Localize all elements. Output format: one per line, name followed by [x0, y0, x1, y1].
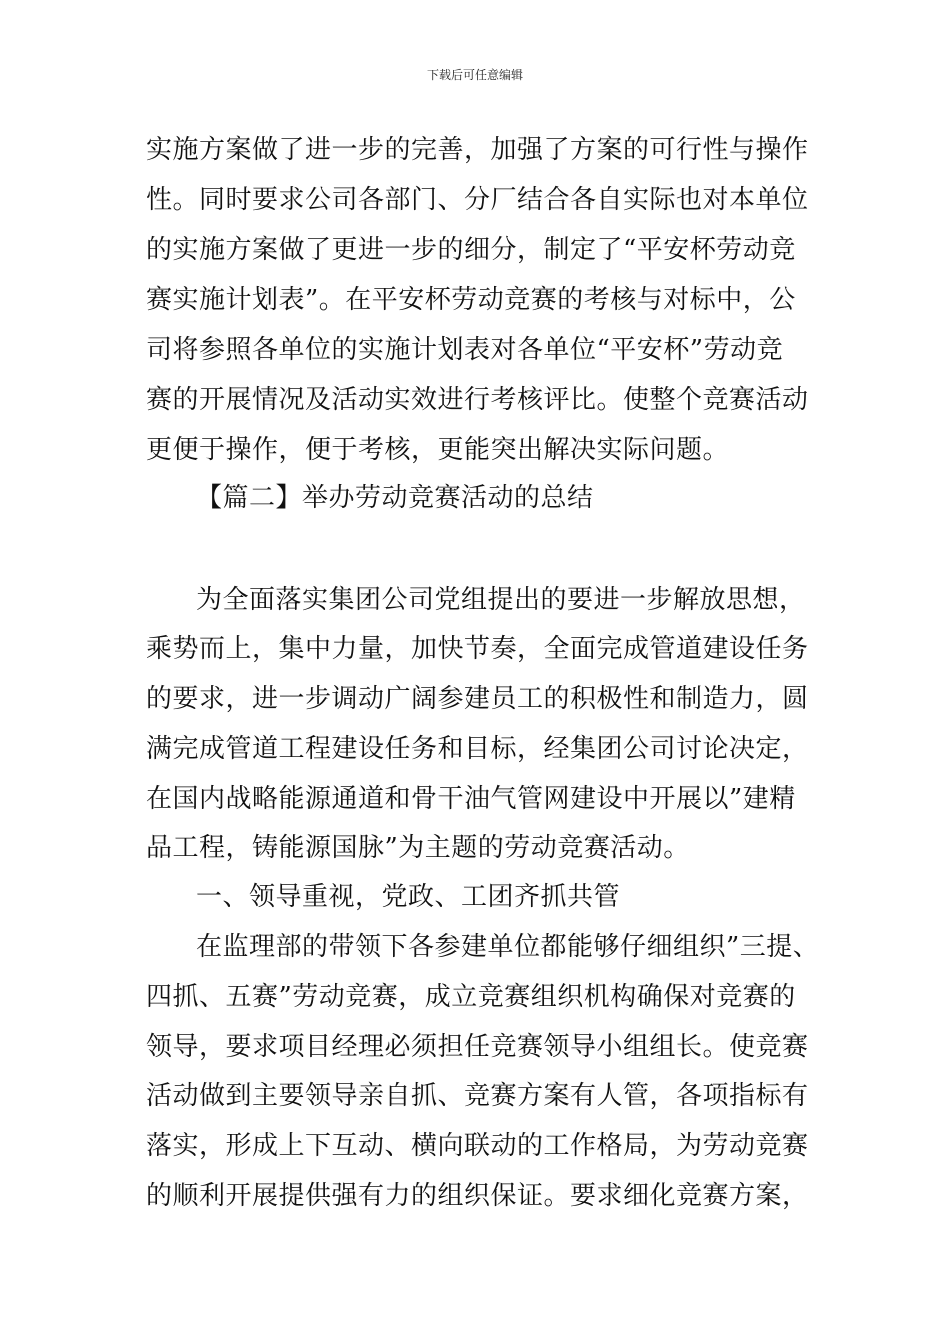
- section-title: 【篇二】举办劳动竞赛活动的总结: [196, 483, 594, 513]
- paragraph-line: 品工程，铸能源国脉”为主题的劳动竞赛活动。: [146, 833, 690, 863]
- page-header: 下载后可任意编辑: [426, 68, 523, 82]
- paragraph-line: 四抓、五赛”劳动竞赛，成立竞赛组织机构确保对竞赛的: [146, 982, 796, 1012]
- paragraph-line: 司将参照各单位的实施计划表对各单位“平安杯”劳动竞: [146, 335, 784, 365]
- paragraph-line: 的顺利开展提供强有力的组织保证。要求细化竞赛方案，: [146, 1181, 809, 1211]
- paragraph-line: 落实，形成上下互动、横向联动的工作格局，为劳动竞赛: [146, 1131, 809, 1161]
- paragraph-line: 活动做到主要领导亲自抓、竞赛方案有人管，各项指标有: [146, 1081, 809, 1111]
- paragraph-line: 性。同时要求公司各部门、分厂结合各自实际也对本单位: [146, 185, 809, 215]
- paragraph-line: 满完成管道工程建设任务和目标，经集团公司讨论决定，: [146, 734, 809, 764]
- paragraph-line: 更便于操作，便于考核，更能突出解决实际问题。: [146, 435, 730, 465]
- paragraph-line: 领导，要求项目经理必须担任竞赛领导小组组长。使竞赛: [146, 1032, 809, 1062]
- paragraph-line: 为全面落实集团公司党组提出的要进一步解放思想，: [196, 585, 806, 615]
- paragraph-line: 的要求，进一步调动广阔参建员工的积极性和制造力，圆: [146, 684, 809, 714]
- paragraph-line: 乘势而上，集中力量，加快节奏，全面完成管道建设任务: [146, 634, 809, 664]
- subheading: 一、领导重视，党政、工团齐抓共管: [196, 882, 621, 912]
- paragraph-line: 的实施方案做了更进一步的细分，制定了“平安杯劳动竞: [146, 235, 796, 265]
- paragraph-line: 在监理部的带领下各参建单位都能够仔细组织”三提、: [196, 932, 820, 962]
- paragraph-line: 在国内战略能源通道和骨干油气管网建设中开展以”建精: [146, 784, 796, 814]
- paragraph-line: 赛实施计划表”。在平安杯劳动竞赛的考核与对标中，公: [146, 285, 796, 315]
- paragraph-line: 实施方案做了进一步的完善，加强了方案的可行性与操作: [146, 135, 809, 165]
- paragraph-line: 赛的开展情况及活动实效进行考核评比。使整个竞赛活动: [146, 385, 809, 415]
